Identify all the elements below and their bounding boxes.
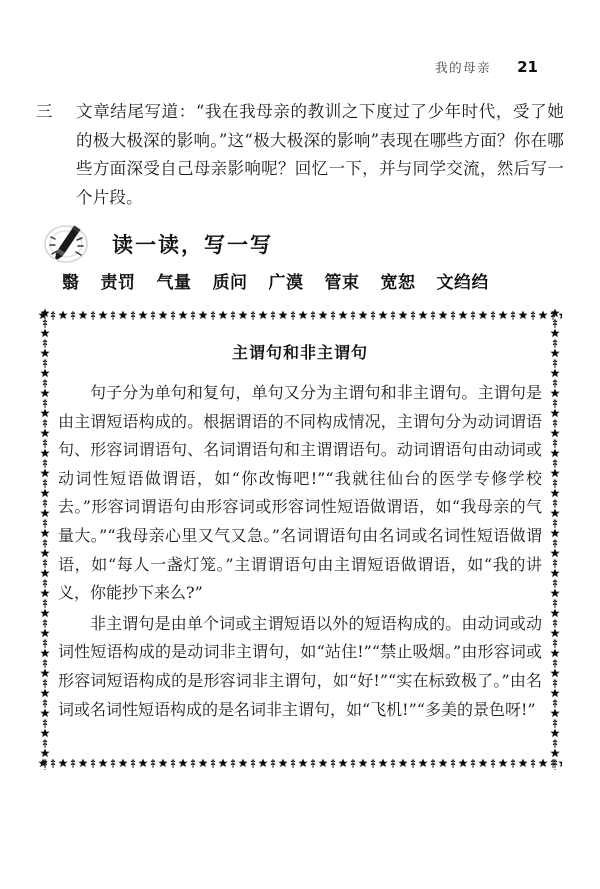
grammar-box-paragraph: 非主谓句是由单个词或主谓短语以外的短语构成的。由动词或动词性短语构成的是动词非主谓句，如“站住!”“禁止吸烟。”由形容词或形容词短语构成的是形容词非主谓句，如“好!”“实在标致极了。”由名词或名词性短语构成的是名词非主谓句，如“飞机!”“多美的景色呀!” [58,613,542,719]
box-border-left-icon [38,308,52,770]
vocabulary-word: 翳 [62,273,80,293]
vocabulary-word: 管束 [324,273,360,293]
grammar-box-paragraphs [58,379,542,724]
box-border-right-icon [548,308,562,770]
exercise-text: 文章结尾写道：“我在我母亲的教训之下度过了少年时代，受了她的极大极深的影响。”这“极大极深的影响”表现在哪些方面？你在哪些方面深受自己母亲影响呢？回忆一下，并与同学交流，然后写一个片段。 [76,102,564,207]
pencil-icon [38,219,94,269]
box-border-bottom-icon [38,756,562,770]
vocabulary-word: 质问 [212,273,248,293]
grammar-box-title: 主谓句和非主谓句 [231,343,368,362]
exercise-number: 三 [36,102,53,121]
box-border-top-icon [38,308,562,322]
vocabulary-word: 责罚 [100,273,136,293]
section-heading-label: 读一读，写一写 [112,233,273,257]
exercise-item [36,98,564,212]
grammar-box-content [58,326,542,754]
grammar-info-box [38,308,562,770]
vocabulary-word: 广漠 [268,273,304,293]
grammar-box-paragraph: 句子分为单句和复句，单句又分为主谓句和非主谓句。主谓句是由主谓短语构成的。根据谓语的不同构成情况，主谓句分为动词谓语句、形容词谓语句、名词谓语句和主谓谓语句。动词谓语句由动词或动词性短语做谓语，如“你改悔吧!”“我就往仙台的医学专修学校去。”形容词谓语句由形容词或形容词性短语做谓语，如“我母亲的气量大。”“我母亲心里又气又急。”名词谓语句由名词或名词性短语做谓语，如“每人一盏灯笼。”主谓谓语句由主谓短语做谓语，如“我的讲义，你能抄下来么?” [58,383,542,603]
vocabulary-word: 宽恕 [380,273,416,293]
header-title: 我的母亲 [435,60,492,75]
running-header [0,58,600,84]
vocabulary-word-list [62,268,542,293]
vocabulary-word: 气量 [156,273,192,293]
vocabulary-word: 文绉绉 [436,273,489,293]
section-heading [38,218,438,270]
page-number: 21 [517,58,538,76]
